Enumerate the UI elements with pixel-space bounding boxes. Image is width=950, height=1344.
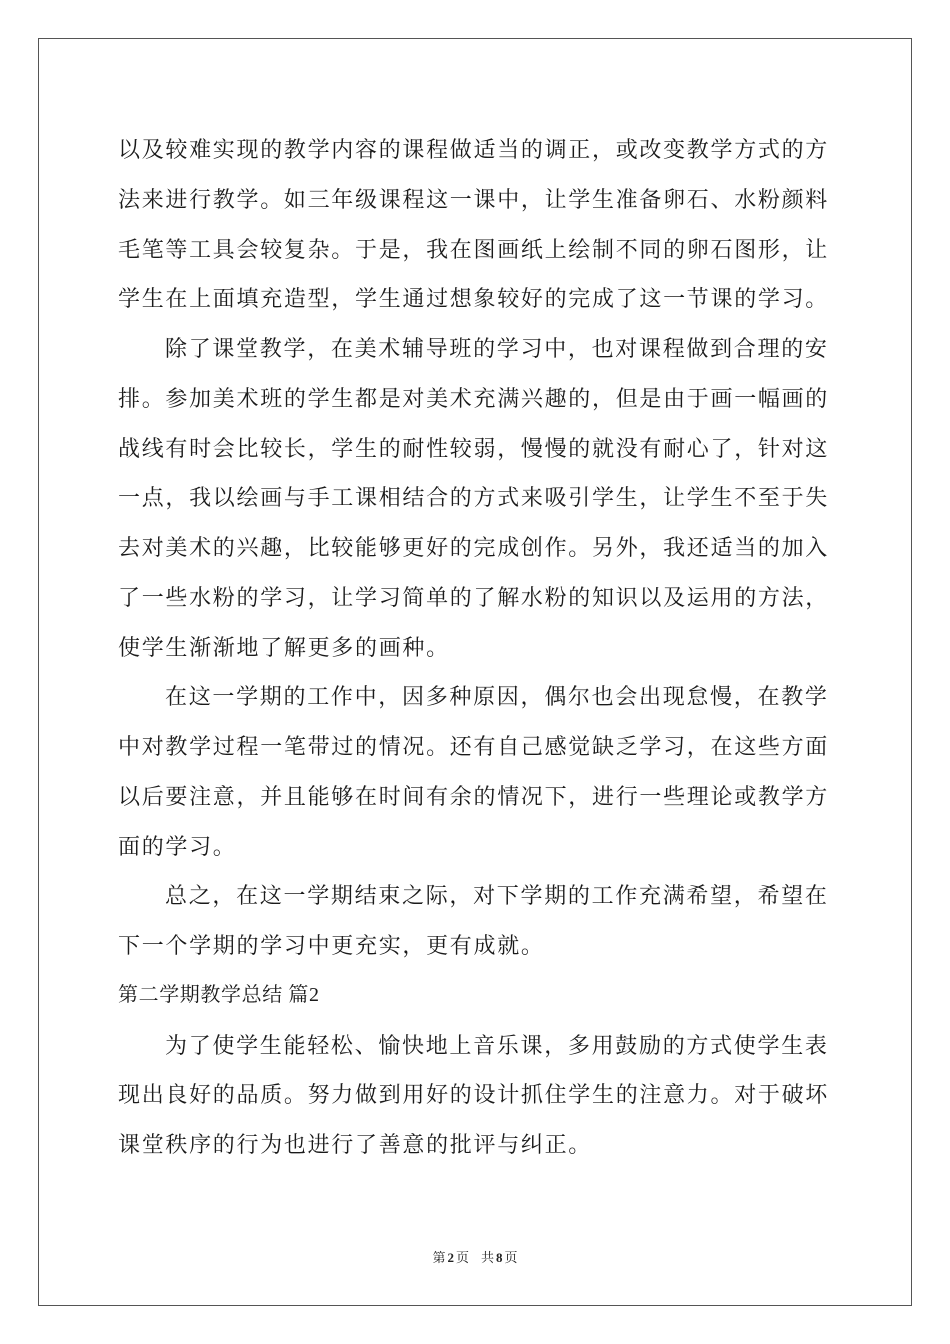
- document-body: [118, 125, 858, 1170]
- text-line: 总之，在这一学期结束之际，对下学期的工作充满希望，希望在: [165, 883, 829, 909]
- text-line: 除了课堂教学，在美术辅导班的学习中，也对课程做到合理的安: [165, 336, 829, 361]
- text-line: 一点，我以绘画与手工课相结合的方式来吸引学生，让学生不至于失: [118, 485, 830, 511]
- text-line: 排。参加美术班的学生都是对美术充满兴趣的，但是由于画一幅画的: [118, 385, 830, 411]
- paragraph: [118, 871, 858, 971]
- total-suffix: 页: [504, 1250, 518, 1265]
- text-line: 战线有时会比较长，学生的耐性较弱，慢慢的就没有耐心了，针对这: [118, 435, 830, 461]
- paragraph: [118, 125, 858, 324]
- page-footer: [0, 1247, 950, 1269]
- text-line: 以及较难实现的教学内容的课程做适当的调正，或改变教学方式的方: [118, 137, 830, 162]
- text-line: 学生在上面填充造型，学生通过想象较好的完成了这一节课的学习。: [118, 286, 830, 312]
- text-line: 课堂秩序的行为也进行了善意的批评与纠正。: [118, 1132, 593, 1157]
- text-line: 现出良好的品质。努力做到用好的设计抓住学生的注意力。对于破坏: [118, 1082, 830, 1108]
- text-line: 以后要注意，并且能够在时间有余的情况下，进行一些理论或教学方: [118, 783, 830, 809]
- paragraph: [118, 324, 858, 672]
- total-page-count: 8: [496, 1250, 503, 1265]
- text-line: 下一个学期的学习中更充实，更有成就。: [118, 933, 545, 958]
- page-suffix: 页: [455, 1250, 469, 1265]
- text-line: 法来进行教学。如三年级课程这一课中，让学生准备卵石、水粉颜料: [118, 186, 830, 212]
- total-prefix: 共: [481, 1250, 495, 1265]
- text-line: 中对教学过程一笔带过的情况。还有自己感觉缺乏学习，在这些方面: [118, 734, 830, 759]
- text-line: 使学生渐渐地了解更多的画种。: [118, 634, 450, 660]
- text-line: 了一些水粉的学习，让学习简单的了解水粉的知识以及运用的方法，: [118, 584, 830, 610]
- text-line: 毛笔等工具会较复杂。于是，我在图画纸上绘制不同的卵石图形，让: [118, 236, 830, 262]
- text-line: 为了使学生能轻松、愉快地上音乐课，多用鼓励的方式使学生表: [165, 1032, 829, 1058]
- paragraph: [118, 672, 858, 871]
- text-line: 面的学习。: [118, 833, 237, 859]
- text-line: 在这一学期的工作中，因多种原因，偶尔也会出现怠慢，在教学: [165, 684, 829, 710]
- current-page-number: 2: [447, 1250, 454, 1265]
- text-line: 去对美术的兴趣，比较能够更好的完成创作。另外，我还适当的加入: [118, 535, 830, 560]
- section-heading: 第二学期教学总结 篇2: [118, 983, 320, 1006]
- page-prefix: 第: [432, 1250, 446, 1265]
- paragraph: [118, 1021, 858, 1170]
